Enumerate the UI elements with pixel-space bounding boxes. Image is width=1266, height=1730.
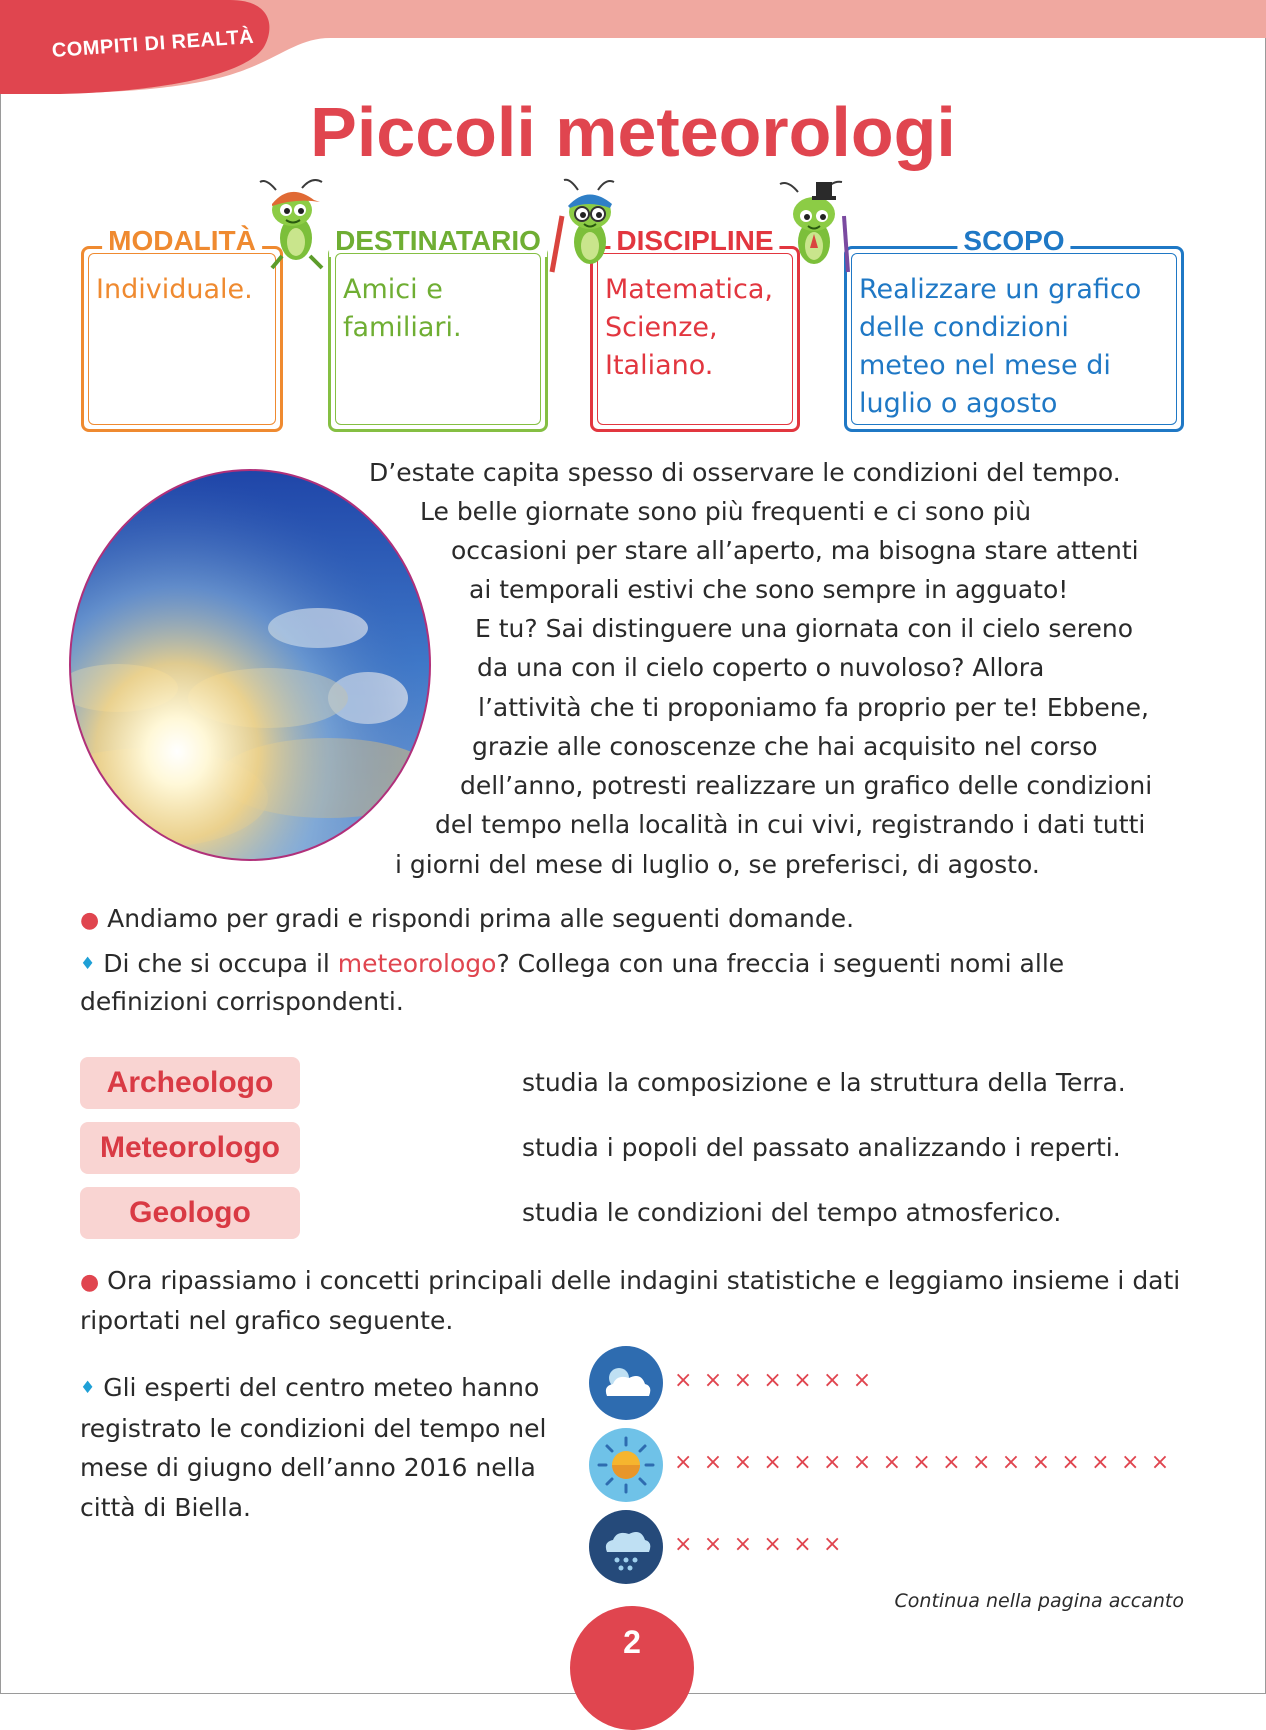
info-line: familiari.	[343, 312, 462, 343]
tally-mark: ×	[733, 1532, 753, 1557]
page-number: 2	[623, 1624, 641, 1660]
tally-mark: ×	[674, 1450, 693, 1475]
bullet-dot-icon: ●	[80, 1270, 100, 1295]
info-box-label: SCOPO	[957, 225, 1070, 257]
intro-line: grazie alle conoscenze che hai acquisito nel corso	[472, 732, 1098, 761]
intro-line: D’estate capita spesso di osservare le condizioni del tempo.	[369, 458, 1121, 487]
tally-mark: ×	[703, 1368, 723, 1393]
tally-mark: ×	[733, 1368, 753, 1393]
info-line: luglio o agosto	[859, 388, 1058, 419]
tally-mark: ×	[703, 1532, 723, 1557]
cricket-mascot-glasses-icon	[548, 176, 630, 276]
info-line: Individuale.	[96, 274, 253, 305]
info-box-text	[343, 271, 537, 347]
tally-mark: ×	[1001, 1450, 1021, 1475]
info-box-discipline	[590, 225, 800, 432]
term-archeologo[interactable]: Archeologo	[80, 1057, 300, 1109]
info-box-label: MODALITÀ	[102, 225, 262, 257]
info-line: Italiano.	[605, 350, 714, 381]
question-2	[80, 1368, 570, 1527]
tally-mark: ×	[1120, 1450, 1140, 1475]
term-geologo[interactable]: Geologo	[80, 1187, 300, 1239]
info-line: meteo nel mese di	[859, 350, 1111, 381]
tally-mark: ×	[942, 1450, 961, 1475]
tally-mark: ×	[1091, 1450, 1110, 1475]
info-box-text	[96, 271, 272, 309]
step-2	[80, 1262, 1190, 1340]
tally-mark: ×	[822, 1532, 842, 1557]
step-2-text: Ora ripassiamo i concetti principali delle indagini statistiche e leggiamo insieme i dati riportati nel grafico seguente.	[80, 1266, 1181, 1335]
info-line: Realizzare un grafico	[859, 274, 1142, 305]
info-box-text	[859, 271, 1173, 423]
intro-line: E tu? Sai distinguere una giornata con il cielo sereno	[475, 614, 1133, 643]
tally-mark: ×	[1031, 1450, 1050, 1475]
step-1	[80, 900, 1190, 940]
tally-mark: ×	[674, 1368, 693, 1393]
sun-icon	[589, 1428, 663, 1502]
rain-cloud-icon	[589, 1510, 663, 1584]
tally-mark: ×	[971, 1450, 991, 1475]
bullet-diamond-icon: ♦	[80, 1378, 96, 1398]
info-box-modalita	[81, 225, 283, 432]
tally-mark: ×	[703, 1450, 723, 1475]
section-tag: COMPITI DI REALTÀ	[51, 25, 255, 62]
question-2-text: Gli esperti del centro meteo hanno registrato le condizioni del tempo nel mese di giugno dell’anno 2016 nella città di Biella.	[80, 1373, 547, 1522]
info-line: Amici e	[343, 274, 443, 305]
tally-mark: ×	[763, 1450, 782, 1475]
page-title: Piccoli meteorologi	[310, 93, 956, 171]
pictogram-row-cloudy	[674, 1368, 883, 1393]
tally-mark: ×	[822, 1368, 842, 1393]
tally-mark: ×	[733, 1450, 753, 1475]
definition-3[interactable]: studia le condizioni del tempo atmosferico.	[522, 1198, 1062, 1227]
definition-1[interactable]: studia la composizione e la struttura della Terra.	[522, 1068, 1126, 1097]
info-box-label: DISCIPLINE	[610, 225, 779, 257]
pictogram-row-sunny	[674, 1450, 1181, 1475]
intro-line: l’attività che ti proponiamo fa proprio per te! Ebbene,	[478, 693, 1149, 722]
cricket-mascot-cap-icon	[256, 176, 338, 272]
tally-mark: ×	[763, 1368, 782, 1393]
partly-cloudy-icon	[589, 1346, 663, 1420]
intro-line: ai temporali estivi che sono sempre in agguato!	[469, 575, 1069, 604]
question-1-after: ? Collega con una freccia i seguenti nomi alle definizioni corrispondenti.	[80, 949, 1065, 1016]
info-line: delle condizioni	[859, 312, 1069, 343]
tally-mark: ×	[852, 1450, 872, 1475]
term-meteorologo[interactable]: Meteorologo	[80, 1122, 300, 1174]
info-box-destinatario	[328, 225, 548, 432]
bullet-dot-icon: ●	[80, 908, 100, 933]
tally-mark: ×	[793, 1532, 812, 1557]
tally-mark: ×	[763, 1532, 782, 1557]
info-box-text	[605, 271, 789, 385]
question-1-before: Di che si occupa il	[103, 949, 338, 978]
tally-mark: ×	[1150, 1450, 1170, 1475]
question-1-highlight: meteorologo	[337, 949, 497, 978]
tally-mark: ×	[882, 1450, 902, 1475]
info-box-label: DESTINATARIO	[329, 225, 547, 257]
sky-photo	[68, 468, 432, 862]
tally-mark: ×	[793, 1450, 812, 1475]
intro-line: occasioni per stare all’aperto, ma bisogna stare attenti	[451, 536, 1139, 565]
intro-line: da una con il cielo coperto o nuvoloso? Allora	[477, 653, 1045, 682]
info-line: Matematica,	[605, 274, 773, 305]
tally-mark: ×	[793, 1368, 812, 1393]
definition-2[interactable]: studia i popoli del passato analizzando i reperti.	[522, 1133, 1121, 1162]
pictogram-row-rainy	[674, 1532, 853, 1557]
cricket-mascot-tophat-icon	[772, 176, 858, 276]
info-line: Scienze,	[605, 312, 718, 343]
bullet-diamond-icon: ♦	[80, 954, 96, 974]
tally-mark: ×	[852, 1368, 872, 1393]
intro-line: del tempo nella località in cui vivi, registrando i dati tutti	[435, 810, 1146, 839]
tally-mark: ×	[1061, 1450, 1080, 1475]
tally-mark: ×	[912, 1450, 931, 1475]
intro-line: Le belle giornate sono più frequenti e ci sono più	[420, 497, 1032, 526]
continua-note: Continua nella pagina accanto	[894, 1590, 1184, 1612]
tally-mark: ×	[822, 1450, 842, 1475]
tally-mark: ×	[674, 1532, 693, 1557]
step-1-text: Andiamo per gradi e rispondi prima alle seguenti domande.	[107, 904, 855, 933]
question-1	[80, 945, 1190, 1021]
intro-line: dell’anno, potresti realizzare un grafico delle condizioni	[460, 771, 1153, 800]
intro-line: i giorni del mese di luglio o, se preferisci, di agosto.	[395, 850, 1040, 879]
info-box-scopo	[844, 225, 1184, 432]
